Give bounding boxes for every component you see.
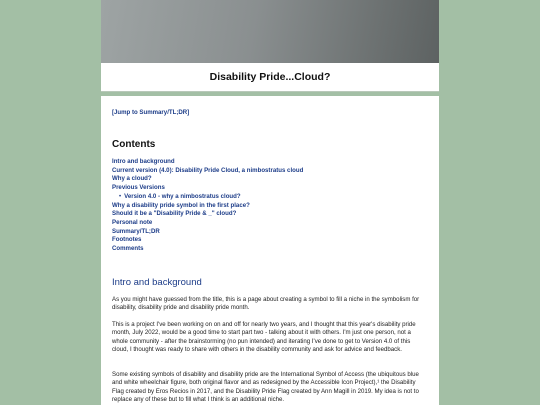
toc-item (112, 202, 303, 211)
toc-item (112, 219, 303, 228)
jump-to-summary-link[interactable]: [Jump to Summary/TL;DR] (112, 109, 190, 116)
toc-link-pride-and[interactable]: Should it be a "Disability Pride & _" cloud? (112, 210, 237, 218)
intro-paragraph-2: This is a project I've been working on on and off for nearly two years, and I thought that this year's disability pride month, July 2022, would be a good time to start part two - talking about it with others. I'm just one person, not a whole community - after the brainstorming (no pun intended) and iterating I've done to get to Version 4.0 of this cloud, I thought was ready to share with others in the disability community and ask for advice and feedback. (112, 321, 416, 353)
toc-link-summary[interactable]: Summary/TL;DR (112, 227, 160, 235)
toc-link-footnotes[interactable]: Footnotes (112, 236, 142, 244)
jump-link-wrapper (112, 109, 189, 116)
toc-link-why-symbol[interactable]: Why a disability pride symbol in the first place? (112, 201, 250, 209)
toc-item (112, 236, 303, 245)
header-banner-image (101, 0, 439, 63)
toc-link-why-cloud[interactable]: Why a cloud? (112, 175, 152, 183)
toc-link-comments[interactable]: Comments (112, 245, 144, 253)
toc-item (112, 175, 303, 184)
toc-link-version-4[interactable]: Version 4.0 - why a nimbostratus cloud? (124, 192, 241, 200)
page-column (101, 0, 439, 405)
intro-paragraph-3: Some existing symbols of disability and disability pride are the International Symbol of Access (the ubiquitous blue and white wheelchair figure, both original flavor and as redesigned by the Accessible Icon Project),¹ the Disability Flag created by Eros Recios in 2017, and the Disability Pride Flag created by Ann Magill in 2019. My idea is not to replace any of these but to fill what I think is an additional niche. (112, 371, 419, 403)
toc-link-previous-versions[interactable]: Previous Versions (112, 184, 165, 192)
table-of-contents (112, 158, 303, 254)
section-heading-intro: Intro and background (112, 277, 202, 288)
contents-heading: Contents (112, 139, 156, 150)
toc-item (112, 245, 303, 254)
intro-paragraph-1: As you might have guessed from the title, this is a page about creating a symbol to fill a niche in the symbolism for disability, disability pride and disability pride month. (112, 296, 420, 312)
article-content[interactable] (101, 96, 439, 405)
toc-item (112, 158, 303, 167)
toc-item (112, 167, 303, 176)
page-title: Disability Pride...Cloud? (209, 71, 331, 83)
toc-link-intro[interactable]: Intro and background (112, 158, 175, 165)
title-box (101, 63, 439, 92)
toc-link-personal-note[interactable]: Personal note (112, 218, 153, 226)
toc-link-current-version[interactable]: Current version (4.0): Disability Pride Cloud, a nimbostratus cloud (112, 166, 304, 174)
toc-item (112, 228, 303, 237)
toc-item (112, 193, 303, 202)
toc-item (112, 184, 303, 193)
toc-item (112, 210, 303, 219)
